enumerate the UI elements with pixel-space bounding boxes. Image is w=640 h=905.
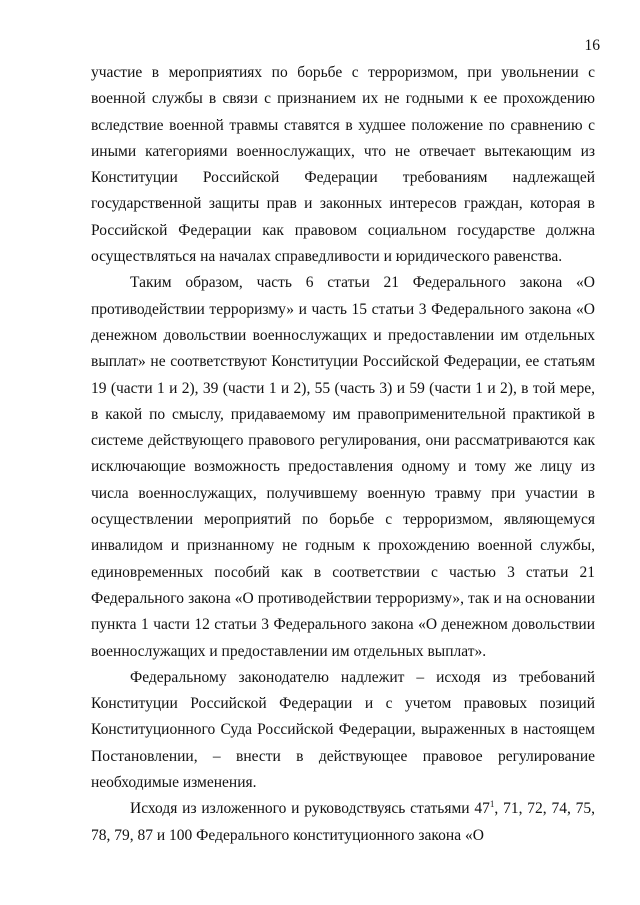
resolution-intro-text-continued: , 71, 72, 74, 75, 78, 79, 87 и 100 Федерального конституционного закона «О: [91, 800, 595, 844]
resolution-intro-text: Исходя из изложенного и руководствуясь статьями 47: [130, 800, 490, 818]
page-number: 16: [584, 37, 600, 54]
paragraph-conclusion: Таким образом, часть 6 статьи 21 Федерального закона «О противодействии терроризму» и часть 15 статьи 3 Федерального закона «О денежном довольствии военнослужащих и предоставлении им отдельных выплат» не соответствуют Конституции Российской Федерации, ее статьям 19 (части 1 и 2), 39 (части 1 и 2), 55 (часть 3) и 59 (части 1 и 2), в той мере, в какой по смыслу, придаваемому им правоприменительной практикой в системе действующего правового регулирования, они рассматриваются как исключающие возможность предоставления одному и тому же лицу из числа военнослужащих, получившему военную травму при участии в осуществлении мероприятий по борьбе с терроризмом, являющемуся инвалидом и признанному не годным к прохождению военной службы, единовременных пособий как в соответствии с частью 3 статьи 21 Федерального закона «О противодействии терроризму», так и на основании пункта 1 части 12 статьи 3 Федерального закона «О денежном довольствии военнослужащих и предоставлении им отдельных выплат».: [91, 274, 595, 660]
document-body: [91, 60, 595, 849]
paragraph-continuation: участие в мероприятиях по борьбе с терроризмом, при увольнении с военной службы в связи с признанием их не годными к ее прохождению вследствие военной травмы ставятся в худшее положение по сравнению с иными категориями военнослужащих, что не отвечает вытекающим из Конституции Российской Федерации требованиям надлежащей государственной защиты прав и законных интересов граждан, которая в Российской Федерации как правовом социальном государстве должна осуществляться на началах справедливости и юридического равенства.: [91, 64, 595, 266]
article-superscript: 1: [489, 799, 495, 810]
paragraph-legislator-instruction: Федеральному законодателю надлежит – исходя из требований Конституции Российской Федерации и с учетом правовых позиций Конституционного Суда Российской Федерации, выраженных в настоящем Постановлении, – внести в действующее правовое регулирование необходимые изменения.: [91, 668, 595, 792]
paragraph-resolution-intro: [91, 796, 595, 849]
